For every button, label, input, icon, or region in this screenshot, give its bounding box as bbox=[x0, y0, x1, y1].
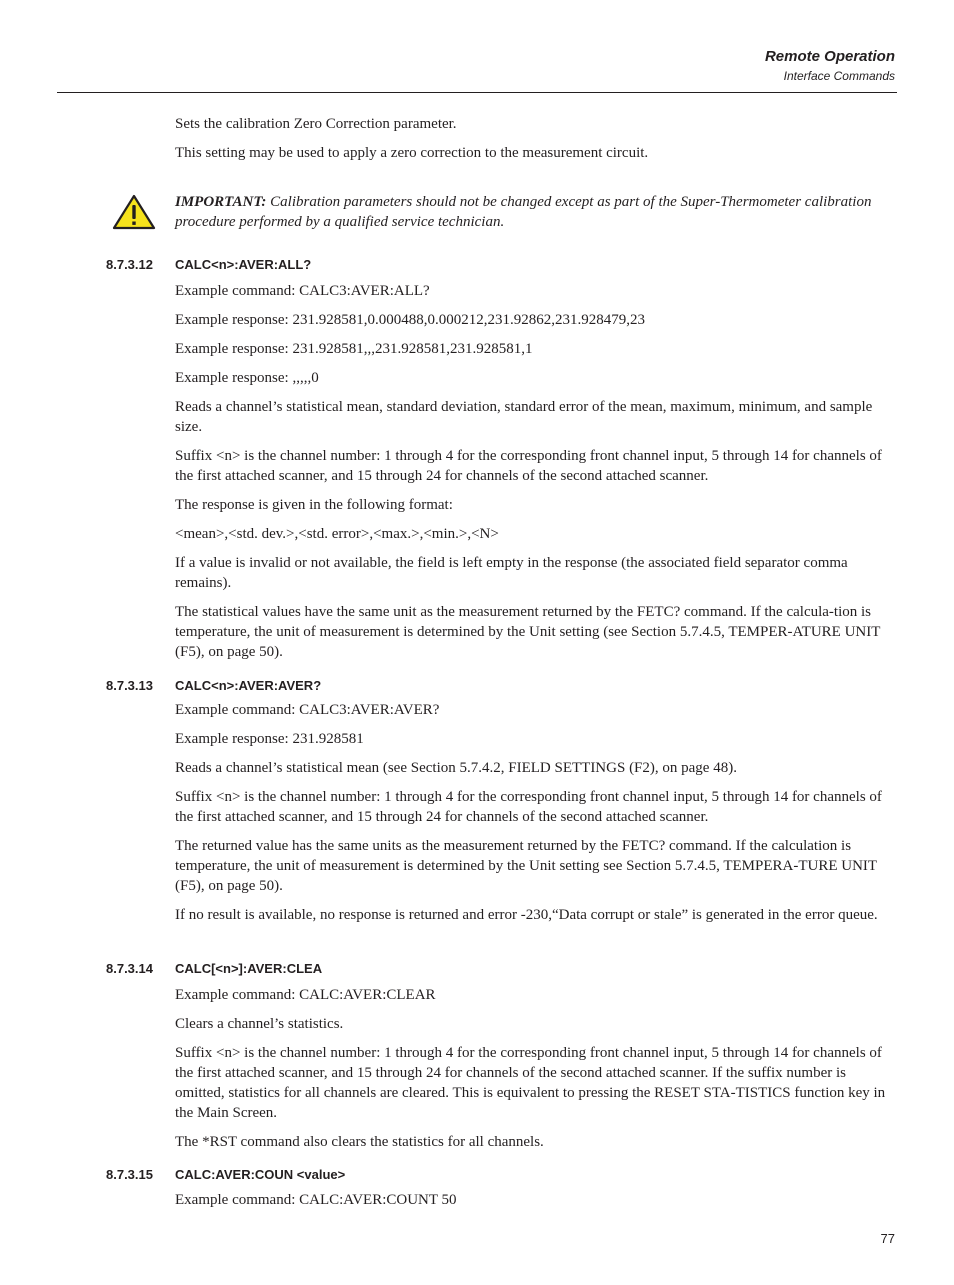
intro-paragraph: This setting may be used to apply a zero correction to the measurement circuit. bbox=[175, 145, 649, 161]
body-paragraph: Suffix <n> is the channel number: 1 through 4 for the corresponding front channel input, 5 through 14 for channels of the first attached scanner, and 15 through 24 for channels of the second attached scanner. bbox=[175, 448, 882, 484]
section-heading bbox=[106, 678, 321, 694]
section-body bbox=[175, 700, 897, 934]
body-paragraph: Example command: CALC:AVER:COUNT 50 bbox=[175, 1192, 457, 1208]
body-paragraph: Example command: CALC3:AVER:AVER? bbox=[175, 702, 440, 718]
body-paragraph: Suffix <n> is the channel number: 1 through 4 for the corresponding front channel input, 5 through 14 for channels of the first attached scanner, and 15 through 24 for channels of the second attached scanner. bbox=[175, 789, 882, 825]
section-heading bbox=[106, 961, 322, 977]
section-title: CALC:AVER:COUN <value> bbox=[175, 1167, 346, 1182]
important-body: Calibration parameters should not be changed except as part of the Super-Thermometer calibration procedure performed by a qualified service technician. bbox=[175, 194, 872, 230]
section-number: 8.7.3.13 bbox=[106, 678, 153, 693]
section-number: 8.7.3.12 bbox=[106, 257, 153, 272]
body-paragraph: Clears a channel’s statistics. bbox=[175, 1016, 344, 1032]
body-paragraph: If no result is available, no response is returned and error -230,“Data corrupt or stale” is generated in the error queue. bbox=[175, 907, 878, 923]
important-label: IMPORTANT: bbox=[175, 194, 267, 210]
warning-triangle-icon bbox=[112, 194, 156, 230]
section-number: 8.7.3.15 bbox=[106, 1167, 153, 1182]
body-paragraph: Example response: 231.928581,0.000488,0.000212,231.92862,231.928479,23 bbox=[175, 312, 645, 328]
body-paragraph: If a value is invalid or not available, the field is left empty in the response (the associated field separator comma remains). bbox=[175, 555, 848, 591]
body-paragraph: Example response: ,,,,,0 bbox=[175, 370, 319, 386]
section-title: CALC<n>:AVER:AVER? bbox=[175, 678, 322, 693]
section-body bbox=[175, 1190, 897, 1219]
body-paragraph: The response is given in the following format: bbox=[175, 497, 453, 513]
section-number: 8.7.3.14 bbox=[106, 961, 153, 976]
body-paragraph: The returned value has the same units as the measurement returned by the FETC? command. If the calculation is temperature, the unit of measurement is determined by the Unit setting see Section 5.7.4.5, TEMPERA-TURE UNIT (F5), on page 50). bbox=[175, 838, 877, 894]
body-paragraph: Reads a channel’s statistical mean, standard deviation, standard error of the mean, maximum, minimum, and sample size. bbox=[175, 399, 873, 435]
body-paragraph: Example command: CALC3:AVER:ALL? bbox=[175, 283, 430, 299]
body-paragraph: The statistical values have the same unit as the measurement returned by the FETC? command. If the calcula-tion is temperature, the unit of measurement is determined by the Unit setting (see Section 5.7.4.5, TEMPER-ATURE UNIT (F5), on page 50). bbox=[175, 604, 881, 660]
header-rule bbox=[57, 92, 897, 93]
body-paragraph: Example response: 231.928581 bbox=[175, 731, 364, 747]
body-paragraph: Suffix <n> is the channel number: 1 through 4 for the corresponding front channel input, 5 through 14 for channels of the first attached scanner, and 15 through 24 for channels of the second attached scanner. If the suffix number is omitted, statistics for all channels are cleared. This is equivalent to pressing the RESET STA-TISTICS function key in the Main Screen. bbox=[175, 1045, 886, 1121]
section-title: CALC[<n>]:AVER:CLEA bbox=[175, 961, 323, 976]
body-paragraph: Example response: 231.928581,,,231.928581,231.928581,1 bbox=[175, 341, 533, 357]
body-paragraph: The *RST command also clears the statistics for all channels. bbox=[175, 1134, 544, 1150]
header-subtitle: Interface Commands bbox=[783, 69, 895, 83]
section-heading bbox=[106, 1167, 345, 1183]
important-note-text bbox=[175, 192, 897, 232]
section-body bbox=[175, 281, 897, 671]
section-heading bbox=[106, 257, 311, 273]
section-title: CALC<n>:AVER:ALL? bbox=[175, 257, 312, 272]
page-number: 77 bbox=[880, 1231, 895, 1246]
section-body bbox=[175, 985, 897, 1161]
body-paragraph: Reads a channel’s statistical mean (see Section 5.7.4.2, FIELD SETTINGS (F2), on page 48). bbox=[175, 760, 737, 776]
body-paragraph: Example command: CALC:AVER:CLEAR bbox=[175, 987, 436, 1003]
intro-paragraph: Sets the calibration Zero Correction parameter. bbox=[175, 116, 457, 132]
intro-block bbox=[175, 114, 897, 172]
header-title: Remote Operation bbox=[764, 48, 895, 65]
format-line: <mean>,<std. dev.>,<std. error>,<max.>,<min.>,<N> bbox=[175, 526, 499, 542]
